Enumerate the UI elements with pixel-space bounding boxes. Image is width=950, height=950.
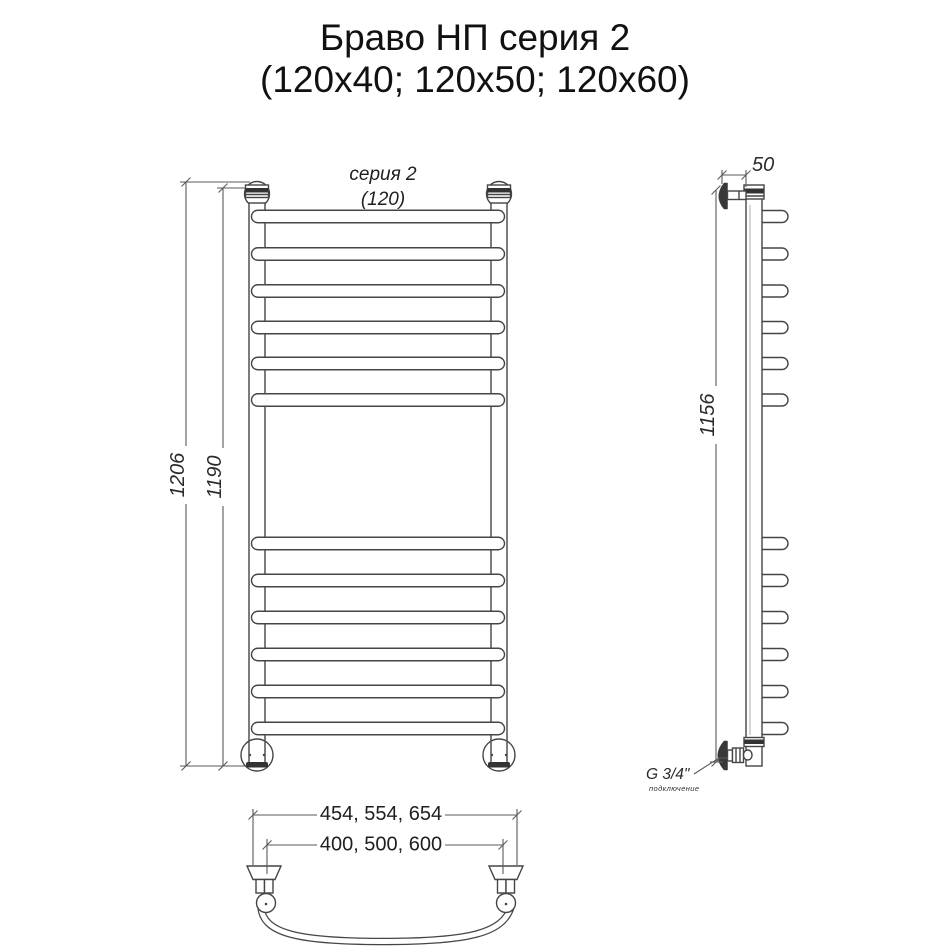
top-wall-bracket — [719, 183, 746, 209]
dim-1206: 1206 — [167, 452, 189, 498]
curved-rung — [261, 907, 511, 942]
rung — [252, 648, 505, 661]
rung — [252, 537, 505, 550]
dimension-side-height — [697, 186, 723, 767]
rung — [252, 210, 505, 223]
side-tube — [746, 186, 762, 766]
rung — [252, 722, 505, 735]
dimension-rail-height — [204, 184, 228, 771]
bottom-sphere-left — [241, 739, 273, 771]
series-label: серия 2 — [349, 164, 417, 185]
rung — [252, 248, 505, 261]
page-title: Браво НП серия 2 — [319, 17, 631, 58]
dim-1190: 1190 — [204, 455, 226, 499]
connection-callout — [646, 758, 728, 793]
connection-sublabel: подключение — [649, 784, 700, 793]
dimension-center-width — [263, 834, 508, 875]
rung — [252, 394, 505, 407]
top-union — [744, 185, 764, 199]
rung — [252, 611, 505, 624]
front-view — [167, 164, 515, 771]
rung — [252, 321, 505, 334]
page-subtitle: (120x40; 120x50; 120x60) — [260, 59, 690, 100]
dim-50: 50 — [752, 154, 775, 176]
dim-inner-widths: 400, 500, 600 — [319, 833, 443, 856]
dim-1156: 1156 — [697, 393, 719, 437]
side-view — [646, 154, 788, 793]
rung — [252, 574, 505, 587]
bottom-view — [247, 803, 523, 942]
plan-bracket-right — [489, 866, 523, 913]
dimension-wall-offset — [718, 154, 775, 187]
rungs — [252, 210, 505, 735]
rung — [252, 685, 505, 698]
width-label: (120) — [360, 189, 406, 210]
rung — [252, 285, 505, 298]
drawing-title — [260, 17, 690, 100]
dimension-overall-height — [167, 178, 191, 771]
plan-bracket-left — [247, 866, 281, 913]
connection-label: G 3/4" — [646, 766, 690, 783]
dim-outer-widths: 454, 554, 654 — [319, 803, 443, 825]
rung — [252, 357, 505, 370]
bottom-sphere-right — [483, 739, 515, 771]
bottom-union — [744, 738, 764, 747]
